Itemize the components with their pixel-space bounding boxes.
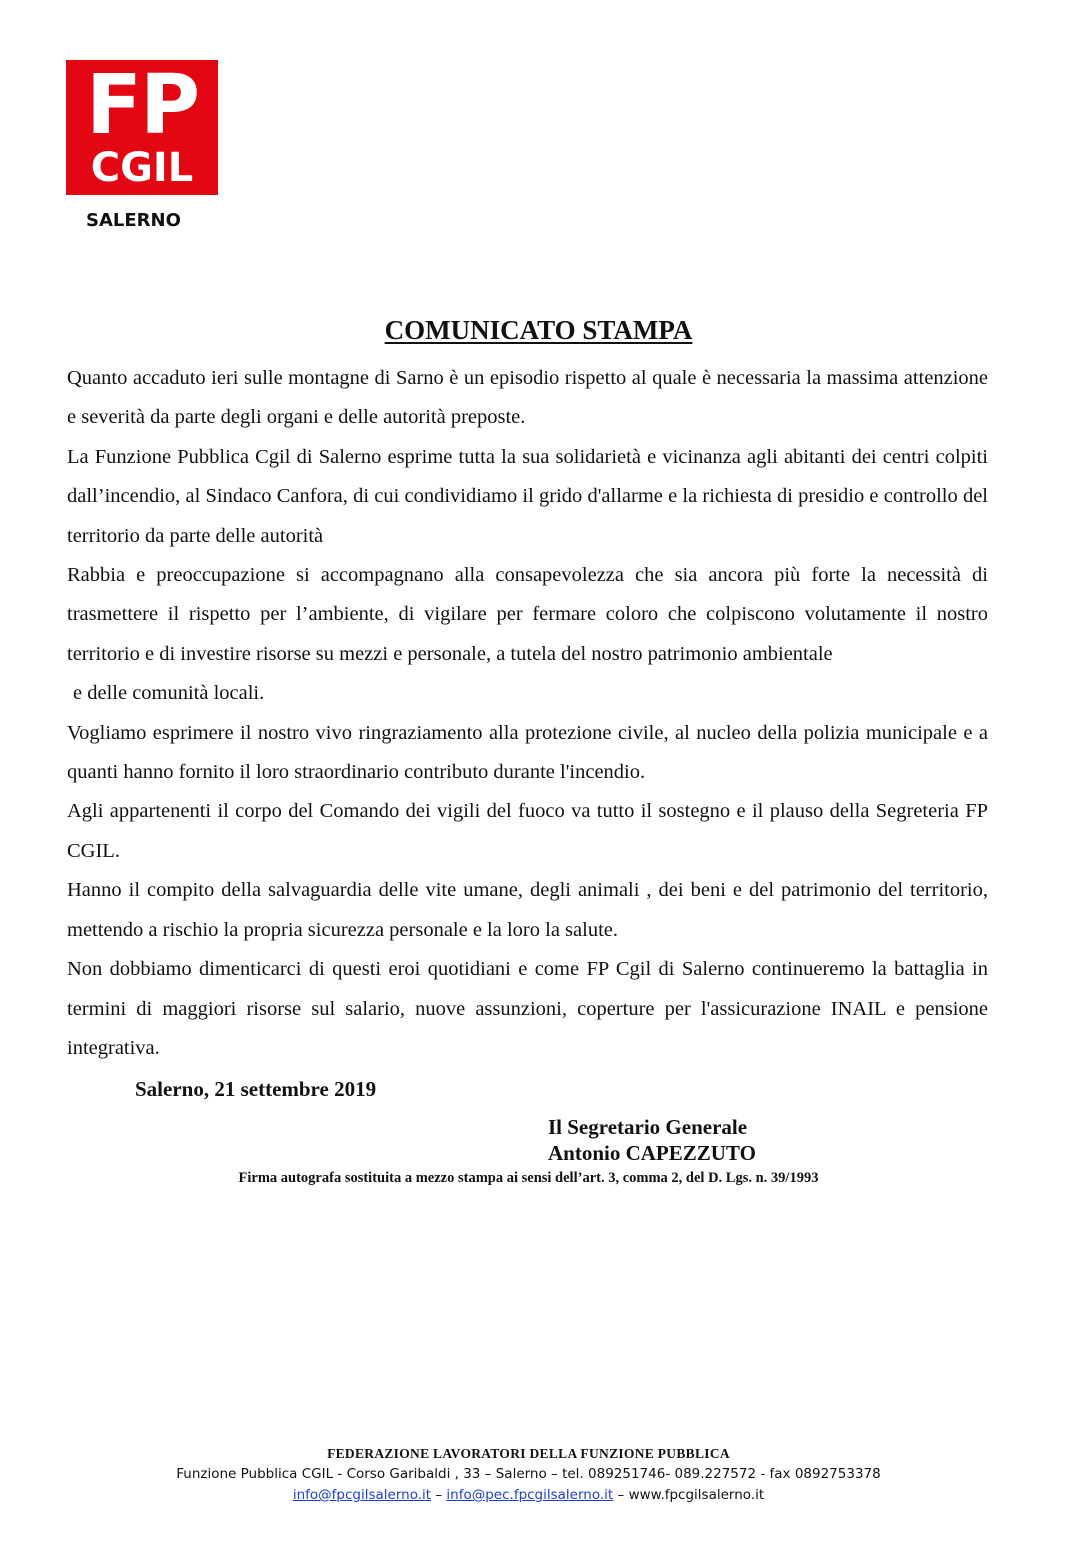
logo-fp-text: FP bbox=[85, 58, 199, 153]
fp-cgil-logo bbox=[66, 60, 218, 195]
paragraph: Vogliamo esprimere il nostro vivo ringraziamento alla protezione civile, al nucleo della polizia municipale e a quanti hanno fornito il loro straordinario contributo durante l'incendio. bbox=[67, 721, 988, 784]
signatory-role: Il Segretario Generale bbox=[548, 1115, 748, 1139]
footer-separator: – bbox=[431, 1487, 447, 1503]
document-title: COMUNICATO STAMPA bbox=[384, 315, 693, 345]
body-text bbox=[67, 359, 988, 1068]
signatory-name: Antonio CAPEZZUTO bbox=[548, 1141, 756, 1165]
paragraph: Quanto accaduto ieri sulle montagne di Sarno è un episodio rispetto al quale è necessaria la massima attenzione e severità da parte degli organi e delle autorità preposte. bbox=[67, 367, 988, 429]
footer bbox=[0, 1444, 1057, 1506]
paragraph: Agli appartenenti il corpo del Comando dei vigili del fuoco va tutto il sostegno e il plauso della Segreteria FP CGIL. bbox=[67, 800, 988, 862]
footer-separator: – bbox=[613, 1487, 629, 1503]
paragraph: Non dobbiamo dimenticarci di questi eroi quotidiani e come FP Cgil di Salerno continueremo la battaglia in termini di maggiori risorse sul salario, nuove assunzioni, coperture per l'assicurazione INAIL e pensione integrativa. bbox=[67, 958, 988, 1059]
paragraph: Rabbia e preoccupazione si accompagnano alla consapevolezza che sia ancora più forte la necessità di trasmettere il rispetto per l’ambiente, di vigilare per fermare coloro che colpiscono volutamente il nostro territorio e di investire risorse su mezzi e personale, a tutela del nostro patrimonio ambientale bbox=[67, 564, 988, 665]
website-link[interactable]: www.fpcgilsalerno.it bbox=[628, 1487, 765, 1503]
paragraph: e delle comunità locali. bbox=[73, 682, 265, 705]
logo-cgil-text: CGIL bbox=[90, 145, 194, 191]
footer-address: Funzione Pubblica CGIL - Corso Garibaldi , 33 – Salerno – tel. 089251746- 089.227572 - fax 0892753378 bbox=[176, 1466, 881, 1482]
footer-contacts bbox=[0, 1485, 1057, 1506]
pec-email-link[interactable]: info@pec.fpcgilsalerno.it bbox=[446, 1487, 614, 1503]
logo-city-label: SALERNO bbox=[86, 210, 181, 231]
signature-note: Firma autografa sostituita a mezzo stampa ai sensi dell’art. 3, comma 2, del D. Lgs. n. 39/1993 bbox=[238, 1170, 819, 1186]
signature-block bbox=[548, 1114, 756, 1166]
paragraph: La Funzione Pubblica Cgil di Salerno esprime tutta la sua solidarietà e vicinanza agli abitanti dei centri colpiti dall’incendio, al Sindaco Canfora, di cui condividiamo il grido d'allarme e la richiesta di presidio e controllo del territorio da parte delle autorità bbox=[67, 445, 988, 547]
footer-organization: FEDERAZIONE LAVORATORI DELLA FUNZIONE PUBBLICA bbox=[327, 1446, 730, 1461]
paragraph: Hanno il compito della salvaguardia delle vite umane, degli animali , dei beni e del patrimonio del territorio, mettendo a rischio la propria sicurezza personale e la loro la salute. bbox=[67, 879, 988, 941]
place-date: Salerno, 21 settembre 2019 bbox=[135, 1077, 377, 1101]
email-link[interactable]: info@fpcgilsalerno.it bbox=[292, 1487, 432, 1503]
